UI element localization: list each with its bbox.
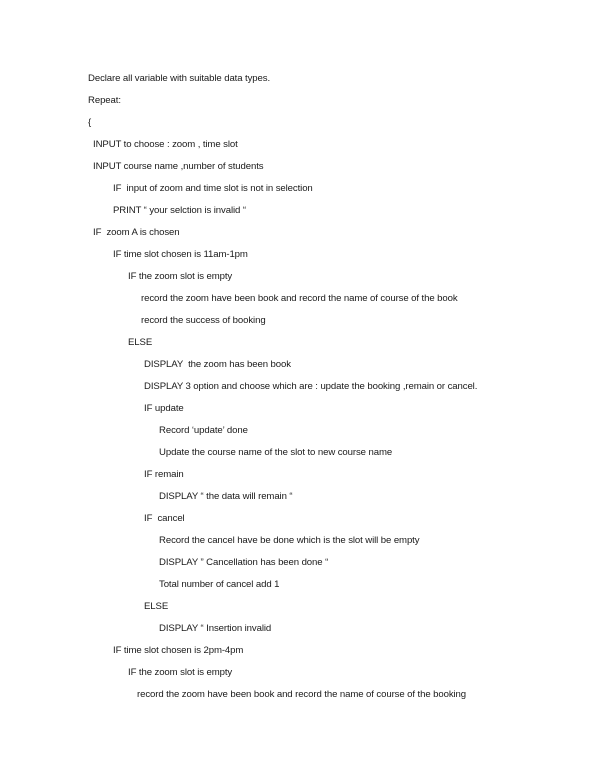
text-line: record the success of booking [141, 315, 266, 326]
text-line: IF time slot chosen is 11am-1pm [113, 249, 248, 260]
text-line: Declare all variable with suitable data types. [88, 73, 271, 84]
text-line: record the zoom have been book and record the name of course of the booking [137, 689, 467, 700]
text-line: IF zoom A is chosen [93, 227, 180, 238]
text-line: DISPLAY ” Cancellation has been done “ [159, 557, 329, 568]
text-line: INPUT to choose : zoom , time slot [93, 139, 238, 150]
text-line: IF the zoom slot is empty [128, 667, 233, 678]
text-line: ELSE [128, 337, 153, 348]
text-line: IF remain [144, 469, 184, 480]
text-line: IF update [144, 403, 184, 414]
text-line: DISPLAY 3 option and choose which are : update the booking ,remain or cancel. [144, 381, 478, 392]
text-line: ELSE [144, 601, 169, 612]
text-line: DISPLAY the zoom has been book [144, 359, 291, 370]
text-line: record the zoom have been book and record the name of course of the book [141, 293, 458, 304]
text-line: Total number of cancel add 1 [159, 579, 280, 590]
text-line: IF cancel [144, 513, 185, 524]
text-line: DISPLAY “ Insertion invalid [159, 623, 272, 634]
text-line: { [88, 117, 92, 128]
text-line: DISPLAY “ the data will remain “ [159, 491, 293, 502]
text-line: Record ‘update’ done [159, 425, 248, 436]
text-line: Update the course name of the slot to new course name [159, 447, 393, 458]
text-line: IF time slot chosen is 2pm-4pm [113, 645, 244, 656]
text-line: PRINT “ your selction is invalid “ [113, 205, 246, 216]
text-line: Repeat: [88, 95, 121, 106]
text-line: INPUT course name ,number of students [93, 161, 264, 172]
text-line: IF input of zoom and time slot is not in selection [113, 183, 313, 194]
text-line: IF the zoom slot is empty [128, 271, 233, 282]
text-line: Record the cancel have be done which is the slot will be empty [159, 535, 420, 546]
